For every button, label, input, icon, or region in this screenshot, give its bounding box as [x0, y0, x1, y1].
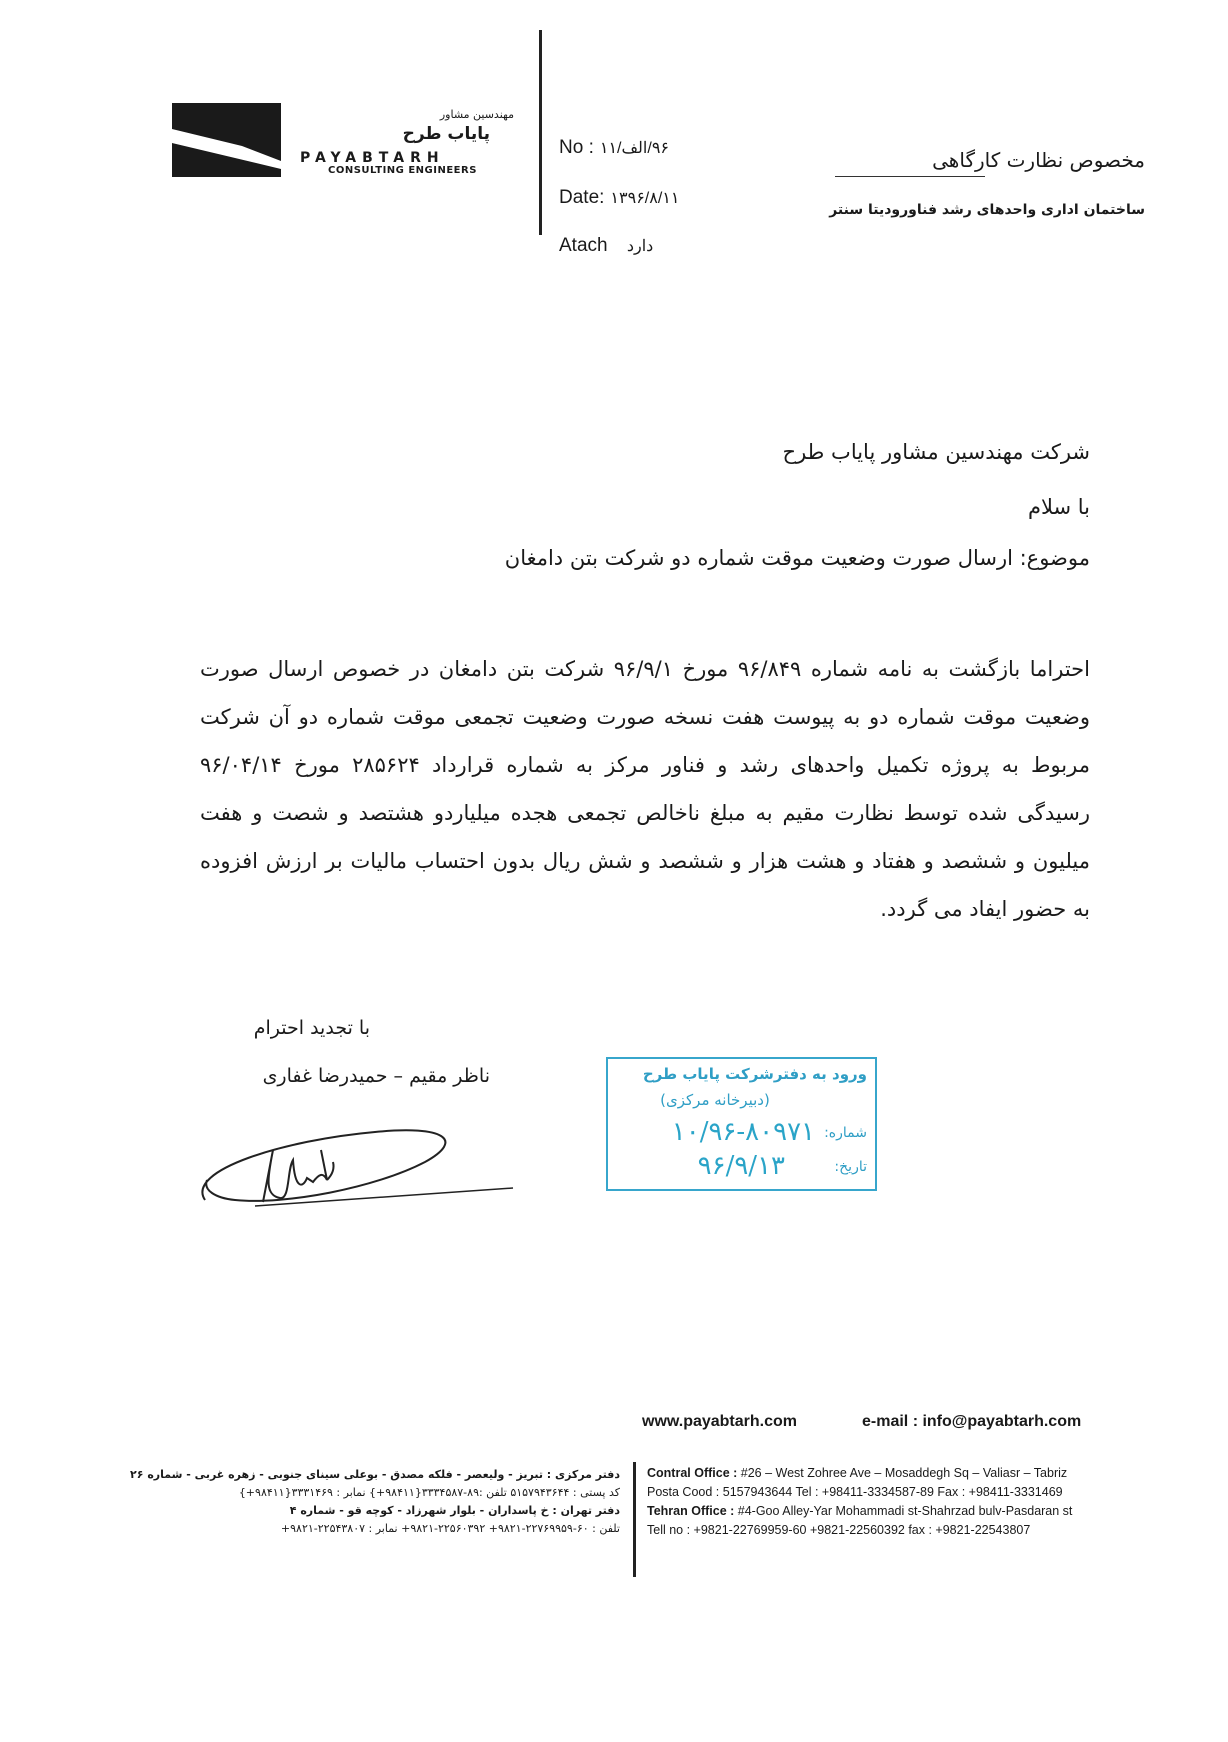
footer-fa-tehran-phones: تلفن : ۶۰-۲۲۷۶۹۹۵۹-۹۸۲۱+ ۲۲۵۶۰۳۹۲-۹۸۲۱+ نمابر : ۲۲۵۴۳۸۰۷-۹۸۲۱+	[280, 1522, 620, 1535]
logo-fa-subtitle: مهندسین مشاور	[439, 108, 514, 121]
footer-en-tehran-address	[647, 1504, 1127, 1518]
building-address: ساختمان اداری واحدهای رشد فناوروديتا سنتر	[829, 202, 1145, 218]
confidential-underline	[835, 176, 985, 177]
logo-en-subtitle: CONSULTING ENGINEERS	[328, 165, 477, 176]
letter-attachment-label: Atach	[559, 235, 608, 256]
stamp-number-label: شماره:	[824, 1125, 867, 1141]
footer-en-tehran-value: #4-Goo Alley-Yar Mohammadi st-Shahrzad bulv-Pasdaran st	[737, 1504, 1073, 1518]
logo-en-name: PAYABTARH	[300, 150, 445, 166]
footer-en-central-value: #26 – West Zohree Ave – Mosaddegh Sq – Valiasr – Tabriz	[740, 1466, 1068, 1480]
footer-fa-tehran-address: دفتر تهران : خ پاسداران - بلوار شهرزاد - کوچه قو - شماره ۴	[289, 1504, 620, 1517]
handwritten-signature	[195, 1110, 515, 1220]
letter-attachment-value: دارد	[626, 238, 654, 255]
stamp-number-value: ۱۰/۹۶-۸۰۹۷۱	[671, 1117, 815, 1147]
letter-body-paragraph: احتراما بازگشت به نامه شماره ۹۶/۸۴۹ مورخ ۹۶/۹/۱ شرکت بتن دامغان در خصوص ارسال صورت وضعیت موقت شماره دو به پیوست هفت نسخه صورت وضعیت تجمعی موقت شماره دو آن شرکت مربوط به پروژه تکمیل واحدهای رشد و فناور مرکز به شماره قرارداد ۲۸۵۶۲۴ مورخ ۹۶/۰۴/۱۴ رسیدگی شده توسط نظارت مقیم به مبلغ ناخالص تجمعی هجده میلیاردو هشتصد و شصت و هفت میلیون و ششصد و هفتاد و هشت هزار و ششصد و شش ریال بدون احتساب مالیات بر ارزش افزوده به حضور ایفاد می گردد.	[200, 657, 1090, 921]
footer-en-tehran-phones: Tell no : +9821-22769959-60 +9821-22560392 fax : +9821-22543807	[647, 1523, 1031, 1537]
footer-divider	[633, 1462, 636, 1577]
header-divider	[539, 30, 542, 235]
letter-closing: با تجدید احترام	[253, 1017, 370, 1039]
company-logo-mark	[172, 103, 281, 177]
footer-en-post-phones: Posta Cood : 5157943644 Tel : +98411-3334587-89 Fax : +98411-3331469	[647, 1485, 1063, 1499]
letter-recipient: شرکت مهندسین مشاور پایاب طرح	[782, 440, 1090, 464]
footer-en-central-address	[647, 1466, 1127, 1480]
letter-number-value: ۹۶/الف/۱۱	[599, 140, 670, 157]
footer-fa-central-phones: کد پستی : ۵۱۵۷۹۴۳۶۴۴ تلفن :۸۹-۳۳۳۴۵۸۷{۹۸۴۱۱+} نمابر : ۳۳۳۱۴۶۹{۹۸۴۱۱+}	[238, 1486, 620, 1499]
letter-number	[559, 137, 669, 159]
stamp-title: ورود به دفترشرکت پایاب طرح	[642, 1065, 867, 1083]
receipt-stamp	[606, 1057, 877, 1191]
letter-greeting: با سلام	[1027, 495, 1090, 519]
footer-fa-central-address: دفتر مرکزی : تبریز - ولیعصر - فلکه مصدق - بوعلی سینای جنوبی - زهره غربی - شماره ۲۶	[130, 1468, 620, 1481]
confidential-heading: مخصوص نظارت کارگاهی	[932, 148, 1145, 172]
footer-en-central-label: Contral Office :	[647, 1466, 738, 1480]
letter-date-label: Date:	[559, 187, 605, 208]
logo-fa-name: پایاب طرح	[402, 124, 490, 144]
signatory-name: ناظر مقیم – حمیدرضا غفاری	[262, 1065, 490, 1087]
logo-swoosh-icon	[172, 103, 281, 177]
footer-email: e-mail : info@payabtarh.com	[862, 1413, 1082, 1430]
footer-website: www.payabtarh.com	[642, 1413, 797, 1430]
stamp-date-label: تاریخ:	[834, 1159, 867, 1175]
letter-number-label: No :	[559, 137, 594, 158]
footer-en-tehran-label: Tehran Office :	[647, 1504, 735, 1518]
stamp-subtitle: (دبیرخانه مرکزی)	[660, 1091, 770, 1109]
letter-date	[559, 187, 679, 209]
letter-subject: موضوع: ارسال صورت وضعیت موقت شماره دو شرکت بتن دامغان	[504, 546, 1090, 570]
letter-attachment	[559, 235, 653, 257]
stamp-date-value: ۹۶/۹/۱۳	[697, 1151, 785, 1181]
letter-date-value: ۱۳۹۶/۸/۱۱	[610, 190, 680, 207]
